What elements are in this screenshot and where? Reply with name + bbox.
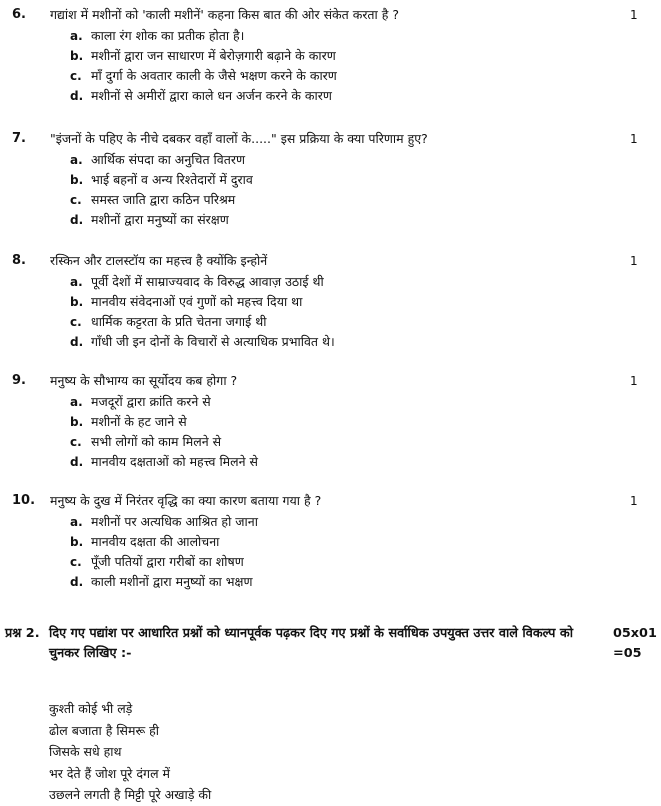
section-marks (613, 624, 657, 664)
option-a (0, 392, 661, 412)
question-marks: 1 (630, 132, 638, 146)
option-b (0, 412, 661, 432)
option-letter: c. (70, 69, 82, 83)
option-text: धार्मिक कट्टरता के प्रति चेतना जगाई थी (91, 314, 267, 329)
option-letter: b. (70, 173, 84, 187)
option-d (0, 572, 661, 592)
question-text: गद्यांश में मशीनों को 'काली मशीनें' कहना किस बात की ओर संकेत करता है ? (50, 7, 400, 22)
question-number: 10. (12, 493, 36, 508)
option-c (0, 552, 661, 572)
option-a (0, 26, 661, 46)
option-text: काला रंग शोक का प्रतीक होता है। (91, 28, 245, 43)
option-letter: d. (70, 213, 84, 227)
question-number: 7. (12, 131, 26, 146)
question-row (0, 250, 661, 272)
question-text: मनुष्य के सौभाग्य का सूर्योदय कब होगा ? (50, 373, 238, 388)
question-row (0, 370, 661, 392)
option-d (0, 452, 661, 472)
option-text: मानवीय संवेदनाओं एवं गुणों को महत्त्व दिया था (91, 294, 303, 309)
question-text: मनुष्य के दुख में निरंतर वृद्धि का क्या कारण बताया गया है ? (50, 493, 322, 508)
option-letter: c. (70, 315, 82, 329)
option-text: मशीनों द्वारा जन साधारण में बेरोज़गारी बढ़ाने के कारण (91, 48, 336, 63)
option-letter: b. (70, 295, 84, 309)
option-letter: a. (70, 395, 83, 409)
question-row (0, 128, 661, 150)
option-b (0, 292, 661, 312)
option-letter: c. (70, 435, 82, 449)
option-letter: d. (70, 455, 84, 469)
option-text: मानवीय दक्षता की आलोचना (91, 534, 220, 549)
option-letter: c. (70, 193, 82, 207)
question-marks: 1 (630, 494, 638, 508)
option-letter: d. (70, 335, 84, 349)
option-letter: d. (70, 89, 84, 103)
section-marks-line2: =05 (613, 646, 642, 661)
option-text: मशीनों से अमीरों द्वारा काले धन अर्जन करने के कारण (91, 88, 332, 103)
question-marks: 1 (630, 254, 638, 268)
option-text: भाई बहनों व अन्य रिश्तेदारों में दुराव (91, 172, 253, 187)
option-d (0, 210, 661, 230)
option-text: मानवीय दक्षताओं को महत्त्व मिलने से (91, 454, 258, 469)
option-text: सभी लोगों को काम मिलने से (91, 434, 222, 449)
option-text: मजदूरों द्वारा क्रांति करने से (91, 394, 211, 409)
section-instruction: दिए गए पद्यांश पर आधारित प्रश्नों को ध्यानपूर्वक पढ़कर दिए गए प्रश्नों के सर्वाधिक उपयुक्त उत्तर वाले विकल्प को चुनकर लिखिए :- (49, 626, 574, 661)
question-6 (0, 4, 661, 106)
question-marks: 1 (630, 374, 638, 388)
option-b (0, 170, 661, 190)
question-row (0, 4, 661, 26)
option-letter: a. (70, 275, 83, 289)
option-letter: c. (70, 555, 82, 569)
option-text: मशीनों द्वारा मनुष्यों का संरक्षण (91, 212, 229, 227)
option-text: मशीनों पर अत्यधिक आश्रित हो जाना (91, 514, 258, 529)
poem-line: उछलने लगती है मिट्टी पूरे अखाड़े की (49, 787, 212, 802)
option-c (0, 190, 661, 210)
option-letter: a. (70, 515, 83, 529)
option-text: पूँजी पतियों द्वारा गरीबों का शोषण (91, 554, 244, 569)
option-b (0, 532, 661, 552)
option-text: आर्थिक संपदा का अनुचित वितरण (91, 152, 246, 167)
option-text: गाँधी जी इन दोनों के विचारों से अत्याधिक प्रभावित थे। (91, 334, 335, 349)
question-text: "इंजनों के पहिए के नीचे दबकर वहाँ वालों के....." इस प्रक्रिया के क्या परिणाम हुए? (50, 131, 428, 146)
option-text: मशीनों के हट जाने से (91, 414, 187, 429)
option-letter: b. (70, 535, 84, 549)
section-marks-line1: 05x01 (613, 626, 657, 641)
option-a (0, 150, 661, 170)
poem-block (49, 698, 211, 806)
option-letter: b. (70, 49, 84, 63)
question-number: 6. (12, 7, 26, 22)
option-a (0, 272, 661, 292)
question-number: 9. (12, 373, 26, 388)
option-d (0, 86, 661, 106)
poem-line: ढोल बजाता है सिमरू ही (49, 722, 160, 738)
poem-line: भर देते हैं जोश पूरे दंगल में (49, 765, 170, 781)
option-c (0, 312, 661, 332)
question-8 (0, 250, 661, 352)
question-7 (0, 128, 661, 230)
option-d (0, 332, 661, 352)
option-c (0, 66, 661, 86)
section-label: प्रश्न 2. (5, 626, 40, 641)
question-10 (0, 490, 661, 592)
option-b (0, 46, 661, 66)
question-number: 8. (12, 253, 26, 268)
option-c (0, 432, 661, 452)
option-a (0, 512, 661, 532)
question-marks: 1 (630, 8, 638, 22)
question-text: रस्किन और टालस्टॉय का महत्त्व है क्योंकि इन्होनें (50, 253, 268, 268)
question-9 (0, 370, 661, 472)
option-text: माँ दुर्गा के अवतार काली के जैसे भक्षण करने के कारण (91, 68, 337, 83)
poem-line: कुश्ती कोई भी लड़े (49, 701, 133, 716)
option-letter: a. (70, 29, 83, 43)
option-letter: a. (70, 153, 83, 167)
option-letter: d. (70, 575, 84, 589)
poem-line: जिसके सधे हाथ (49, 744, 122, 759)
question-row (0, 490, 661, 512)
option-text: समस्त जाति द्वारा कठिन परिश्रम (91, 192, 236, 207)
option-text: काली मशीनों द्वारा मनुष्यों का भक्षण (91, 574, 253, 589)
option-text: पूर्वी देशों में साम्राज्यवाद के विरुद्ध आवाज़ उठाई थी (91, 274, 324, 289)
option-letter: b. (70, 415, 84, 429)
